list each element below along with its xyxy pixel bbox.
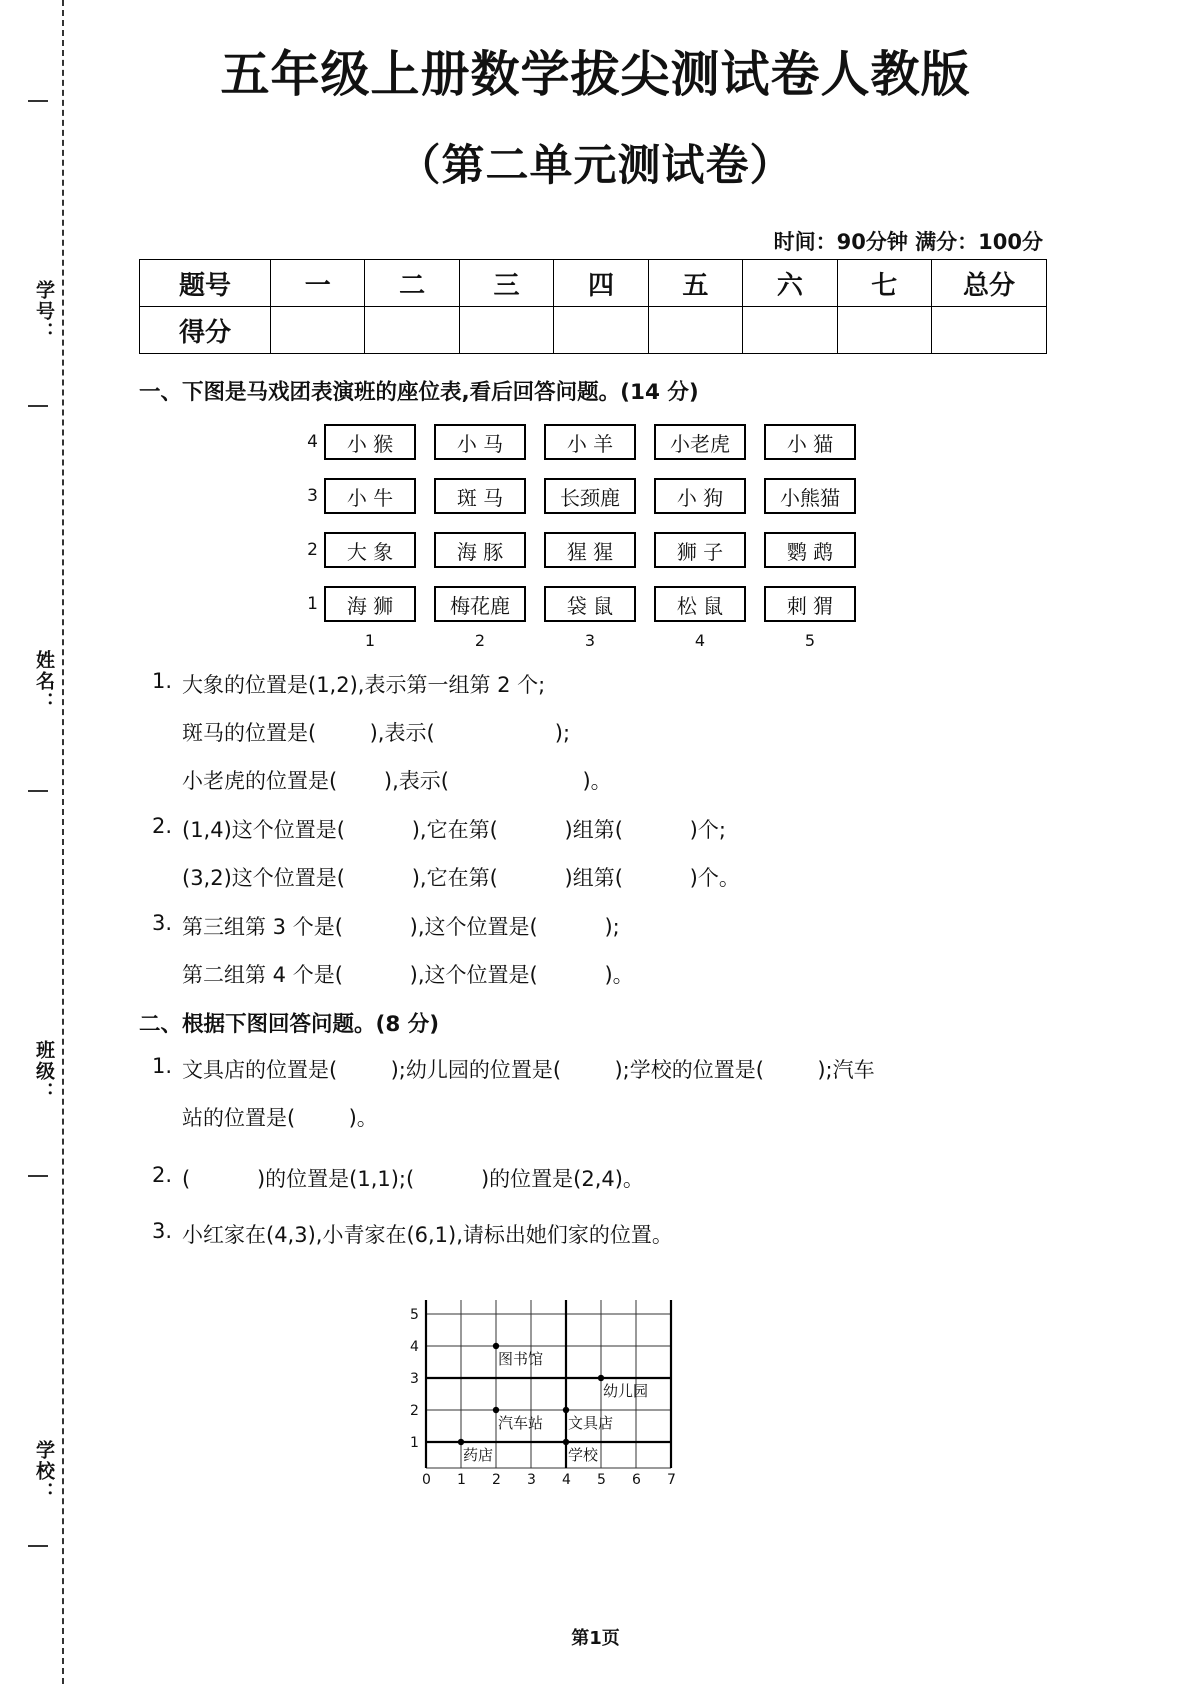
score-table-header-1: 一 (271, 260, 365, 307)
svg-text:1: 1 (457, 1472, 466, 1488)
seating-chart (300, 423, 874, 650)
s1-q1-number: 1. (152, 669, 173, 693)
score-table-header-7: 七 (837, 260, 931, 307)
seating-row-4 (300, 423, 874, 461)
seat-cell: 梅花鹿 (434, 586, 526, 622)
s1-q1-line1: 大象的位置是(1,2),表示第一组第 2 个; (182, 673, 546, 697)
margin-tick (28, 1545, 48, 1547)
s1-q3-line2[interactable]: 第二组第 4 个是( ),这个位置是( )。 (182, 963, 634, 987)
seat-cell: 小 狗 (654, 478, 746, 514)
svg-text:药店: 药店 (463, 1446, 494, 1464)
score-table-header-label: 题号 (140, 260, 271, 307)
score-cell-2[interactable] (365, 307, 459, 354)
score-table-header-total: 总分 (932, 260, 1047, 307)
seat-cell: 小 羊 (544, 424, 636, 460)
s1-q2-line2[interactable]: (3,2)这个位置是( ),它在第( )组第( )个。 (182, 866, 740, 890)
coordinate-grid-diagram[interactable] (398, 1274, 688, 1488)
seating-row-label-2: 2 (307, 540, 318, 560)
svg-text:5: 5 (410, 1307, 419, 1323)
page-title: 五年级上册数学拔尖测试卷人教版 (220, 46, 971, 103)
grid-point-labels (463, 1350, 648, 1464)
seat-cell: 斑 马 (434, 478, 526, 514)
seat-cell: 狮 子 (654, 532, 746, 568)
seat-cell: 小 猫 (764, 424, 856, 460)
svg-text:7: 7 (667, 1472, 676, 1488)
seating-row-label-3: 3 (307, 486, 318, 506)
score-cell-total[interactable] (932, 307, 1047, 354)
score-cell-4[interactable] (554, 307, 648, 354)
seat-cell: 袋 鼠 (544, 586, 636, 622)
svg-text:学校: 学校 (568, 1446, 599, 1464)
seating-row-label-4: 4 (307, 432, 318, 452)
seat-cell: 海 狮 (324, 586, 416, 622)
svg-text:幼儿园: 幼儿园 (603, 1382, 649, 1400)
side-label-class: 班级： (33, 1040, 55, 1103)
s2-q3-line1: 小红家在(4,3),小青家在(6,1),请标出她们家的位置。 (182, 1223, 673, 1247)
side-label-school: 学校： (33, 1440, 55, 1503)
side-label-name: 姓名： (33, 650, 55, 713)
s2-q2-line1[interactable]: ( )的位置是(1,1);( )的位置是(2,4)。 (182, 1167, 644, 1191)
score-table (139, 259, 1047, 354)
seating-col-label-3: 3 (584, 631, 596, 650)
svg-text:2: 2 (492, 1472, 501, 1488)
seat-cell: 刺 猬 (764, 586, 856, 622)
margin-tick (28, 790, 48, 792)
margin-tick (28, 405, 48, 407)
s2-q1-line2[interactable]: 站的位置是( )。 (182, 1106, 378, 1130)
page-number: 第1页 (571, 1628, 620, 1649)
side-label-student-id: 学号： (33, 280, 55, 343)
s1-q3-number: 3. (152, 911, 173, 935)
svg-text:6: 6 (632, 1472, 641, 1488)
s2-q1-line1[interactable]: 文具店的位置是( );幼儿园的位置是( );学校的位置是( );汽车 (182, 1058, 875, 1082)
seating-column-labels (324, 631, 874, 650)
score-cell-1[interactable] (271, 307, 365, 354)
section-1-heading: 一、下图是马戏团表演班的座位表,看后回答问题。(14 分) (139, 380, 699, 405)
score-table-header-2: 二 (365, 260, 459, 307)
s1-q2-number: 2. (152, 814, 173, 838)
seat-cell: 松 鼠 (654, 586, 746, 622)
svg-text:4: 4 (562, 1472, 571, 1488)
svg-text:文具店: 文具店 (568, 1414, 614, 1432)
seating-col-label-2: 2 (474, 631, 486, 650)
seating-row-3 (300, 477, 874, 515)
s1-q1-line3[interactable]: 小老虎的位置是( ),表示( )。 (182, 769, 612, 793)
svg-text:3: 3 (410, 1371, 419, 1387)
exam-meta-info: 时间：90分钟 满分：100分 (773, 230, 1043, 254)
seating-col-label-1: 1 (364, 631, 376, 650)
score-table-header-6: 六 (743, 260, 837, 307)
s1-q2-line1[interactable]: (1,4)这个位置是( ),它在第( )组第( )个; (182, 818, 726, 842)
score-table-header-3: 三 (459, 260, 553, 307)
score-table-header-5: 五 (648, 260, 742, 307)
svg-text:图书馆: 图书馆 (498, 1350, 544, 1368)
seating-col-label-5: 5 (804, 631, 816, 650)
s1-q3-line1[interactable]: 第三组第 3 个是( ),这个位置是( ); (182, 915, 620, 939)
page-subtitle: （第二单元测试卷） (397, 141, 794, 191)
section-2-heading: 二、根据下图回答问题。(8 分) (139, 1012, 440, 1037)
s2-q2-number: 2. (152, 1163, 173, 1187)
score-cell-3[interactable] (459, 307, 553, 354)
seating-row-label-1: 1 (307, 594, 318, 614)
svg-text:汽车站: 汽车站 (498, 1414, 544, 1432)
seat-cell: 长颈鹿 (544, 478, 636, 514)
svg-text:0: 0 (422, 1472, 431, 1488)
s2-q3-number: 3. (152, 1219, 173, 1243)
score-cell-7[interactable] (837, 307, 931, 354)
margin-tick (28, 1175, 48, 1177)
coordinate-grid-svg[interactable] (398, 1274, 688, 1488)
seat-cell: 大 象 (324, 532, 416, 568)
score-table-header-4: 四 (554, 260, 648, 307)
svg-text:2: 2 (410, 1403, 419, 1419)
score-cell-5[interactable] (648, 307, 742, 354)
seat-cell: 鹦 鹉 (764, 532, 856, 568)
seat-cell: 海 豚 (434, 532, 526, 568)
seat-cell: 小 猴 (324, 424, 416, 460)
seat-cell: 小老虎 (654, 424, 746, 460)
seating-row-1 (300, 585, 874, 623)
svg-text:3: 3 (527, 1472, 536, 1488)
svg-text:1: 1 (410, 1435, 419, 1451)
s1-q1-line2[interactable]: 斑马的位置是( ),表示( ); (182, 721, 571, 745)
cut-dashed-line (62, 0, 64, 1684)
score-table-score-row (140, 307, 1047, 354)
svg-text:5: 5 (597, 1472, 606, 1488)
s2-q1-number: 1. (152, 1054, 173, 1078)
seating-row-2 (300, 531, 874, 569)
seating-col-label-4: 4 (694, 631, 706, 650)
svg-text:4: 4 (410, 1339, 419, 1355)
seat-cell: 小 马 (434, 424, 526, 460)
score-table-score-label: 得分 (140, 307, 271, 354)
seat-cell: 小熊猫 (764, 478, 856, 514)
score-table-header-row (140, 260, 1047, 307)
seat-cell: 小 牛 (324, 478, 416, 514)
seat-cell: 猩 猩 (544, 532, 636, 568)
score-cell-6[interactable] (743, 307, 837, 354)
